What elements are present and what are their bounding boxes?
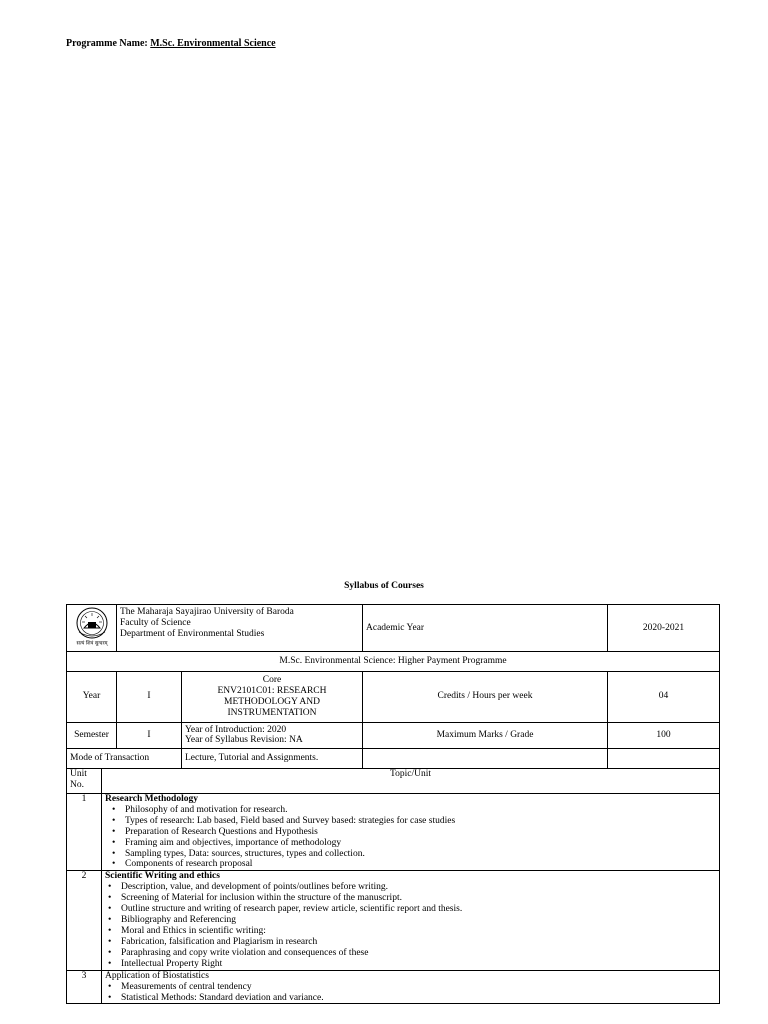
course-code-line-3: INSTRUMENTATION bbox=[227, 707, 317, 718]
course-type: Core bbox=[262, 675, 282, 686]
unit-no-header bbox=[67, 768, 102, 793]
unit-topic-list bbox=[105, 882, 716, 969]
department-name: Department of Environmental Studies bbox=[120, 628, 265, 639]
list-item: • Sampling types, Data: sources, structures, types and collection. bbox=[125, 849, 716, 860]
university-row bbox=[67, 605, 720, 652]
unit-no-header-line-1: Unit bbox=[70, 768, 87, 779]
credits-label: Credits / Hours per week bbox=[363, 671, 608, 722]
marks-value: 100 bbox=[608, 722, 720, 748]
list-item: • Paraphrasing and copy write violation and consequences of these bbox=[121, 948, 716, 959]
mode-label: Mode of Transaction bbox=[67, 748, 182, 768]
unit-title: Research Methodology bbox=[105, 793, 198, 804]
list-item: • Statistical Methods: Standard deviation and variance. bbox=[121, 993, 716, 1004]
seal-motto: सत्यं शिवं सुन्दरम् bbox=[76, 640, 107, 646]
semester-row bbox=[67, 722, 720, 748]
programme-row: M.Sc. Environmental Science: Higher Payment Programme bbox=[67, 651, 720, 671]
list-item: • Description, value, and development of points/outlines before writing. bbox=[121, 882, 716, 893]
topic-header: Topic/Unit bbox=[102, 768, 720, 793]
unit-topic-list bbox=[105, 982, 716, 1004]
university-info bbox=[117, 605, 363, 652]
year-value: I bbox=[117, 671, 182, 722]
unit-topic-list bbox=[105, 805, 716, 871]
list-item: • Components of research proposal bbox=[125, 859, 716, 870]
academic-year-label: Academic Year bbox=[363, 605, 608, 652]
programme-name bbox=[66, 38, 276, 50]
course-title bbox=[182, 671, 363, 722]
unit-row bbox=[67, 871, 720, 970]
units-header-row bbox=[67, 768, 720, 793]
mode-row bbox=[67, 748, 720, 768]
mode-value: Lecture, Tutorial and Assignments. bbox=[182, 748, 363, 768]
unit-number: 3 bbox=[67, 970, 102, 1004]
unit-content bbox=[102, 871, 720, 970]
unit-row bbox=[67, 970, 720, 1004]
list-item: • Preparation of Research Questions and Hypothesis bbox=[125, 827, 716, 838]
list-item: • Measurements of central tendency bbox=[121, 982, 716, 993]
marks-label: Maximum Marks / Grade bbox=[363, 722, 608, 748]
unit-row bbox=[67, 793, 720, 870]
syllabus-table bbox=[66, 604, 720, 1004]
academic-year-value: 2020-2021 bbox=[608, 605, 720, 652]
unit-number: 2 bbox=[67, 871, 102, 970]
revision-year: Year of Syllabus Revision: NA bbox=[185, 735, 303, 746]
programme-value: M.Sc. Environmental Science bbox=[150, 38, 276, 49]
unit-no-header-line-2: No. bbox=[70, 779, 84, 790]
list-item: • Framing aim and objectives, importance of methodology bbox=[125, 838, 716, 849]
list-item: • Screening of Material for inclusion within the structure of the manuscript. bbox=[121, 893, 716, 904]
list-item: • Intellectual Property Right bbox=[121, 959, 716, 970]
credits-value: 04 bbox=[608, 671, 720, 722]
unit-content bbox=[102, 793, 720, 870]
unit-content bbox=[102, 970, 720, 1004]
list-item: • Types of research: Lab based, Field based and Survey based: strategies for case studies bbox=[125, 816, 716, 827]
list-item: • Moral and Ethics in scientific writing: bbox=[121, 926, 716, 937]
university-logo bbox=[67, 605, 117, 652]
mode-empty-1 bbox=[363, 748, 608, 768]
unit-title: Scientific Writing and ethics bbox=[105, 871, 220, 882]
semester-value: I bbox=[117, 722, 182, 748]
faculty-name: Faculty of Science bbox=[120, 617, 191, 628]
course-code-line-1: ENV2101C01: RESEARCH bbox=[217, 686, 327, 696]
intro-year: Year of Introduction: 2020 bbox=[185, 724, 287, 735]
list-item: • Philosophy of and motivation for research. bbox=[125, 805, 716, 816]
year-label: Year bbox=[67, 671, 117, 722]
list-item: • Fabrication, falsification and Plagiarism in research bbox=[121, 937, 716, 948]
university-name: The Maharaja Sayajirao University of Baroda bbox=[120, 607, 294, 617]
list-item: • Outline structure and writing of research paper, review article, scientific report and thesis. bbox=[121, 904, 716, 915]
list-item: • Bibliography and Referencing bbox=[121, 915, 716, 926]
syllabus-title: Syllabus of Courses bbox=[344, 581, 424, 591]
year-info bbox=[182, 722, 363, 748]
course-code-line-2: METHODOLOGY AND bbox=[224, 696, 320, 707]
unit-number: 1 bbox=[67, 793, 102, 870]
university-seal-icon bbox=[70, 606, 114, 646]
unit-title: Application of Biostatistics bbox=[105, 970, 209, 981]
mode-empty-2 bbox=[608, 748, 720, 768]
semester-label: Semester bbox=[67, 722, 117, 748]
programme-label: Programme Name: bbox=[66, 38, 148, 49]
year-row bbox=[67, 671, 720, 722]
